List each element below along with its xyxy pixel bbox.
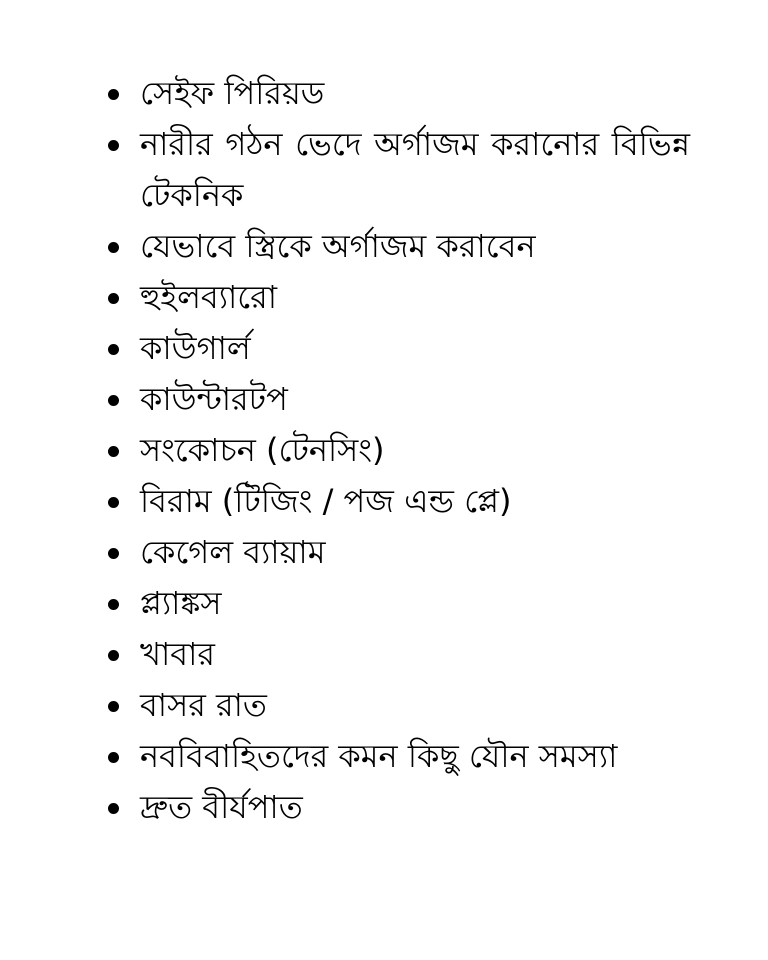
list-item: [108, 476, 690, 527]
list-item: [108, 680, 690, 731]
bullet-icon: [108, 497, 119, 508]
list-item: [108, 629, 690, 680]
list-item: [108, 782, 690, 833]
list-item-text: বাসর রাত: [140, 686, 267, 724]
list-item-text: নববিবাহিতদের কমন কিছু যৌন সমস্যা: [140, 737, 618, 775]
list-item-text: সংকোচন (টেনসিং): [140, 431, 385, 469]
list-item-text: কেগেল ব্যায়াম: [140, 533, 326, 571]
bullet-icon: [108, 752, 119, 763]
bullet-icon: [108, 242, 119, 253]
list-item-text: বিরাম (টিজিং / পজ এন্ড প্লে): [140, 482, 512, 520]
bullet-icon: [108, 293, 119, 304]
bullet-icon: [108, 446, 119, 457]
list-item: [108, 272, 690, 323]
list-item-text: দ্রুত বীর্যপাত: [140, 788, 303, 826]
list-item-text: সেইফ পিরিয়ড: [140, 74, 325, 112]
list-item-text: নারীর গঠন ভেদে অর্গাজম করানোর বিভিন্ন টেকনিক: [140, 125, 690, 214]
topic-list: [108, 68, 690, 833]
bullet-icon: [108, 89, 119, 100]
list-item: [108, 323, 690, 374]
list-item-text: খাবার: [140, 635, 215, 673]
list-item-text: যেভাবে স্ত্রিকে অর্গাজম করাবেন: [140, 227, 536, 265]
list-item-text: কাউন্টারটপ: [140, 380, 288, 418]
list-item: [108, 119, 690, 221]
bullet-icon: [108, 599, 119, 610]
list-item: [108, 578, 690, 629]
list-item-text: হুইলব্যারো: [140, 278, 278, 316]
bullet-icon: [108, 701, 119, 712]
list-item-text: কাউগার্ল: [140, 329, 251, 367]
list-item: [108, 425, 690, 476]
bullet-icon: [108, 344, 119, 355]
list-item: [108, 731, 690, 782]
bullet-icon: [108, 395, 119, 406]
list-item: [108, 68, 690, 119]
bullet-icon: [108, 548, 119, 559]
bullet-icon: [108, 140, 119, 151]
list-item: [108, 527, 690, 578]
bullet-icon: [108, 650, 119, 661]
bullet-icon: [108, 803, 119, 814]
list-item-text: প্ল্যাঙ্কস: [140, 584, 222, 622]
list-item: [108, 374, 690, 425]
list-item: [108, 221, 690, 272]
